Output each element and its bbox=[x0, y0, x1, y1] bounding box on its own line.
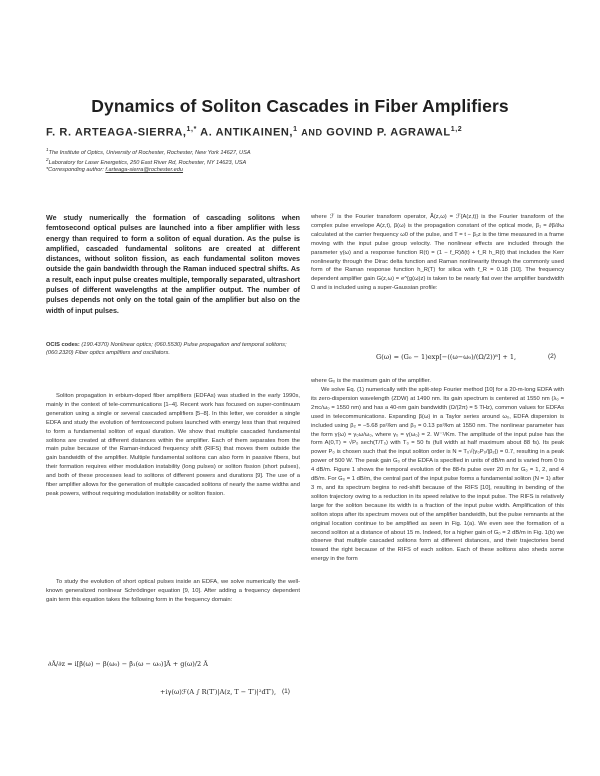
author-list bbox=[46, 126, 462, 139]
affiliation-2 bbox=[46, 157, 246, 166]
affiliation-1-text: The Institute of Optics, University of Rochester, Rochester, New York 14627, USA bbox=[48, 149, 251, 156]
body-paragraph-3: where ℱ is the Fourier transform operator, Ã(z,ω) = ℱ{A(z,t)} is the Fourier transform of the complex pulse envelope A(z,t), β(ω) is the propagation constant of the optical mode, β₁ = ∂β/∂ω calculated at the carrier frequency ω0 of the pulse, and T = t − β₁z is the time measured in a frame moving with the input pulse group velocity. The nonlinear effects are included through the parameter γ(ω) and a response function R(t) = (1 − f_R)δ(t) + f_R h_R(t) that includes the Kerr nonlinearity through the Dirac delta function and Raman nonlinearity through the commonly used form of the Raman response function h_R(T) for silica with f_R = 0.18 [10]. The frequency dependent amplifier gain G(z,ω) = e^{g(ω)z} is taken to be nearly flat over the amplifier bandwidth Ω and is included using a super-Gaussian profile: bbox=[311, 214, 564, 292]
body-paragraph-2: To study the evolution of short optical pulses inside an EDFA, we solve numerically the well-known generalized nonlinear Schrödinger equation [9, 10]. After adding a frequency dependent gain term this equation takes the following form in the frequency domain: bbox=[46, 579, 300, 603]
author-2-sup: 1 bbox=[293, 126, 298, 133]
body-paragraph-5: We solve Eq. (1) numerically with the split-step Fourier method [10] for a 20-m-long EDFA with its zero-dispersion wavelength (ZDW) at 1490 nm. Its gain spectrum is centered at 1550 nm (λ₀ = 2πc/ω₀ = 1550 nm) and has a 40-nm gain bandwidth (Ω/(2π) = 5 THz), common values for EDFAs used in telecommunications. Expanding β(ω) in a Taylor series around ω₀, EDFA dispersion is included using β₂ = −5.68 ps²/km and β₃ = 0.13 ps³/km at 1550 nm. The nonlinear parameter has the form γ(ω) = γ₀ω/ω₀, where γ₀ = γ(ω₀) = 2. W⁻¹/Km. The amplitude of the input pulse has the form A(0,T) = √P₀ sech(T/T₀) with T₀ = 50 fs (full width at half maximum about 88 fs). Its peak power P₀ is chosen such that the input soliton order is N = T₀√(γ₀P₀/|β₂|) = 0.7, resulting in a peak power of 500 W. The peak gain G₀ of the EDFA is specified in units of dB/m and is varied from 0 to 4 dB/m. Figure 1 shows the temporal evolution of the 88-fs pulse over 20 m for G₀ = 1, 2, and 4 dB/m. For G₀ = 1 dB/m, the central part of the input pulse forms a fundamental soliton (N = 1) after 3 m, and its spectrum begins to red-shift because of the RIFS [10], resulting in bending of the soliton trajectory owing to a reduction in its speed relative to the input pulse. The RIFS is relatively large for the soliton because its width is a fraction of the input pulse width. Amplification of this soliton stops after its spectrum moves out of the amplifier bandwidth, but the pulse remnants at the original location continue to be amplified as seen in Fig. 1(a). We even see the formation of a second soliton at a distance of about 15 m. Indeed, for a higher gain of G₀ = 2 dB/m in Fig. 1(b) we observe that multiple cascaded solitons form at different distances, and their trajectories bend toward the right because of the RIFS of each soliton. Each of these solitons also sheds some energy in the form bbox=[311, 387, 564, 563]
body-paragraph-4: where G₀ is the maximum gain of the amplifier. bbox=[311, 378, 432, 384]
equation-2: G(ω) = (G₀ − 1)exp[−((ω−ω₀)/(Ω/2))⁸] + 1, bbox=[376, 353, 517, 361]
author-2: A. ANTIKAINEN, bbox=[200, 126, 294, 139]
equation-2-number: (2) bbox=[548, 353, 556, 360]
abstract: We study numerically the formation of cascading solitons when femtosecond optical pulses are launched into a fiber amplifier with less energy than required to form a soliton of equal duration. As the pulse is amplified, cascaded fundamental solitons are created at different distances, without soliton fission, as each fundamental soliton moves outside the gain bandwidth through the Raman induced spectral shifts. As a result, each input pulse creates multiple, temporally separated, ultrashort pulses of different wavelengths at the amplifier output. The number of pulses depends not only on the total gain of the amplifier but also on the width of input pulses. bbox=[46, 214, 300, 315]
author-1: F. R. ARTEAGA-SIERRA, bbox=[46, 126, 187, 139]
body-paragraph-1: Soliton propagation in erbium-doped fiber amplifiers (EDFAs) was studied in the early 1990s, mainly in the context of tele-communications [1–4]. Recent work has focused on super-continuum generation using a single or several cascaded amplifiers [5–8]. In this letter, we consider a single EDFA and study the evolution of femtosecond pulses launched with energy less than that required to form a fundamental soliton of equal duration. We show that multiple cascaded fundamental solitons are created at different distances within the amplifier. Each of them separates from the main pulse because of the Raman-induced frequency shift (RIFS) that moves them outside the gain bandwidth of the amplifier. Multiple fundamental solitons can also form in passive fibers, but their formation requires either modulation instability (long pulses) or soliton fission (short pulses), and both of these processes lead to solitons of different powers and durations [9]. The use of a fiber amplifier allows for the generation of multiple cascaded solitons of nearly the same widths and peak powers, without requiring modulation instability or soliton fission. bbox=[46, 393, 300, 497]
equation-1-line-1: ∂Ã/∂z = i[β(ω) − β(ω₀) − β₁(ω − ω₀)]Ã + g(ω)/2 Ã bbox=[48, 660, 208, 668]
author-3-sup: 1,2 bbox=[450, 126, 463, 133]
author-1-sup: 1,* bbox=[186, 126, 197, 133]
paper-title: Dynamics of Soliton Cascades in Fiber Amplifiers bbox=[91, 96, 509, 116]
ocis-text: (190.4370) Nonlinear optics; (060.5530) Pulse propagation and temporal solitons; (060.2320) Fiber optics amplifiers and oscillators. bbox=[46, 342, 287, 357]
equation-1-line-2: +iγ(ω)ℱ(A ∫ R(T′)|A(z, T − T′)|²dT′), bbox=[160, 688, 277, 696]
author-3: GOVIND P. AGRAWAL bbox=[326, 126, 451, 139]
author-email-link[interactable]: f.arteaga-sierra@rochester.edu bbox=[105, 167, 184, 173]
equation-1-number: (1) bbox=[282, 688, 290, 695]
affiliation-1 bbox=[46, 147, 251, 156]
affiliation-2-text: Laboratory for Laser Energetics, 250 East River Rd, Rochester, NY 14623, USA bbox=[48, 159, 247, 166]
author-and: AND bbox=[301, 127, 323, 138]
ocis-label: OCIS codes: bbox=[46, 342, 80, 348]
ocis-codes bbox=[46, 341, 300, 358]
affiliation-2-sup: 2 bbox=[46, 157, 49, 162]
corresponding-author bbox=[46, 167, 183, 173]
affiliation-1-sup: 1 bbox=[46, 147, 49, 152]
corresponding-label: *Corresponding author: bbox=[46, 167, 106, 173]
